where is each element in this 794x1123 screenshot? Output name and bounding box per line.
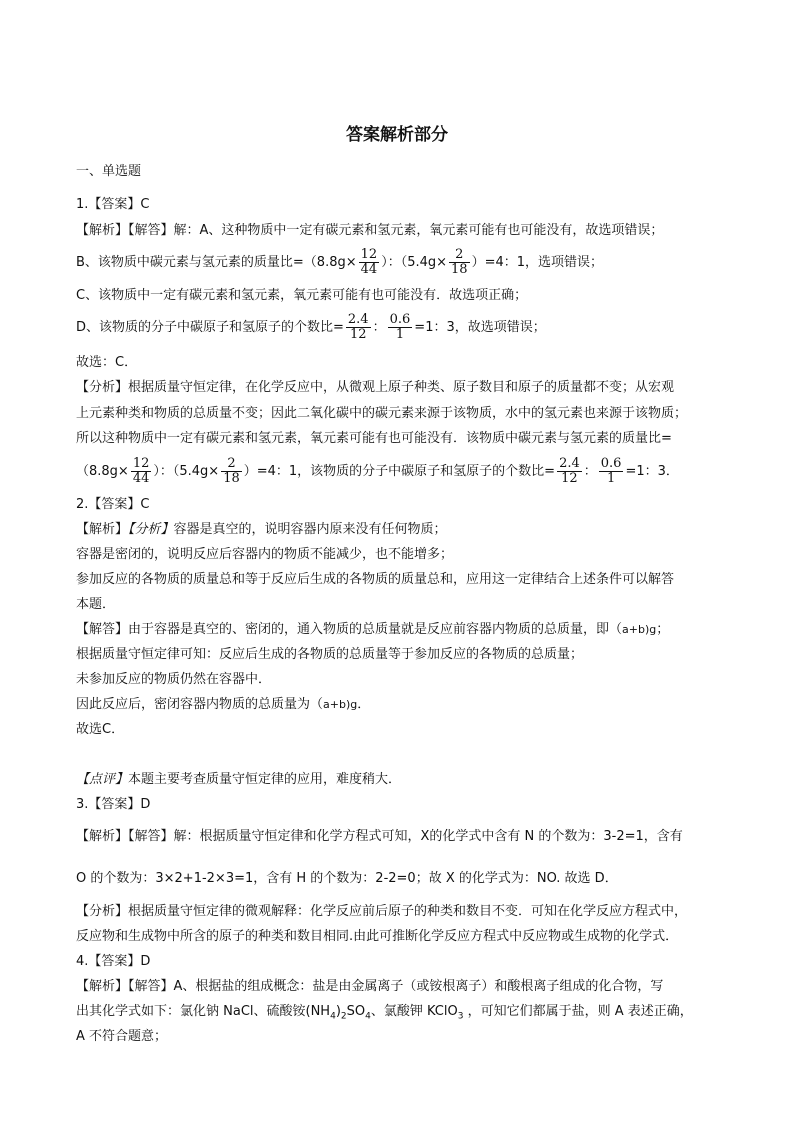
text: 、氯酸钾 KClO: [370, 1004, 458, 1019]
q3-line: O 的个数为：3×2+1-2×3=1，含有 H 的个数为：2-2=0；故 X 的化学式为：NO. 故选 D．: [76, 871, 618, 886]
q1-line-d: [76, 311, 546, 345]
text: D、该物质的分子中碳原子和氢原子的个数比=: [76, 320, 344, 335]
subscript: 4: [330, 1011, 336, 1022]
q2-line: 根据质量守恒定律可知：反应后生成的各物质的总质量等于参加反应的各物质的总质量；: [76, 647, 584, 662]
text: ): [335, 1004, 341, 1019]
text: ：: [372, 320, 386, 335]
q4-answer: 4.【答案】D: [76, 954, 151, 969]
q1-analysis-2: 上元素种类和物质的总质量不变；因此二氧化碳中的碳元素来源于该物质，水中的氢元素也来源于该物质；: [76, 406, 688, 421]
page-title: 答案解析部分: [346, 125, 448, 145]
fraction: [557, 457, 582, 486]
denominator: 1: [606, 471, 616, 486]
denominator: 44: [132, 471, 150, 486]
q2-line: [76, 521, 447, 539]
text: 容器是真空的，说明容器内原来没有任何物质；: [173, 522, 447, 537]
q1-analysis-3: 所以这种物质中一定有碳元素和氢元素，氧元素可能有也可能没有．该物质中碳元素与氢元素的质量比=: [76, 431, 672, 446]
q1-line-c: C、该物质中一定有碳元素和氢元素，氧元素可能有也可能没有．故选项正确；: [76, 288, 528, 303]
text: 【分析】: [128, 522, 174, 537]
q3-line: 【解析】【解答】解：根据质量守恒定律和化学方程式可知，X的化学式中含有 N 的个数为：3-2=1，含有: [76, 829, 683, 844]
q2-line: 未参加反应的物质仍然在容器中．: [76, 672, 272, 687]
text: ；: [656, 622, 670, 637]
q2-line: 本题．: [76, 597, 116, 612]
q1-line: 【解析】【解答】解：A、这种物质中一定有碳元素和氢元素，氧元素可能有也可能没有，故选项错误；: [76, 223, 664, 238]
text: ：: [583, 464, 597, 479]
q1-answer: 1.【答案】C: [76, 197, 150, 212]
numerator: 0.6: [600, 456, 622, 471]
text: a+b)g: [323, 698, 358, 711]
q4-line: A 不符合题意；: [76, 1029, 168, 1044]
q3-line: 【分析】根据质量守恒定律的微观解释：化学反应前后原子的种类和数目不变．可知在化学反应方程式中，: [76, 904, 688, 919]
q1-choice: 故选：C．: [76, 355, 138, 370]
text: 【解析】: [76, 522, 129, 537]
q1-analysis-1: 【分析】根据质量守恒定律，在化学反应中，从微观上原子种类、原子数目和原子的质量都不变；从宏观: [76, 380, 675, 395]
q2-line: 参加反应的各物质的质量总和等于反应后生成的各物质的质量总和，应用这一定律结合上述条件可以解答: [76, 572, 675, 587]
denominator: 18: [223, 471, 240, 486]
text: B、该物质中碳元素与氢元素的质量比=（8.8g×: [76, 255, 357, 270]
text: ）：（5.4g×: [153, 464, 220, 479]
fraction: [599, 457, 624, 486]
subscript: 4: [365, 1011, 371, 1022]
fraction: [221, 457, 242, 486]
denominator: 12: [561, 471, 578, 486]
text: ）=4：1，该物质的分子中碳原子和氢原子的个数比=: [243, 464, 556, 479]
numerator: 12: [132, 456, 150, 471]
text: ，可知它们都属于盐，则 A 表述正确，: [463, 1004, 693, 1019]
text: 本题主要考查质量守恒定律的应用，难度稍大．: [128, 772, 402, 787]
numerator: 2.4: [559, 456, 580, 471]
q1-analysis-4: [76, 455, 679, 489]
fraction: [346, 313, 371, 342]
text: a+b)g: [622, 623, 657, 636]
text: 【解答】由于容器是真空的、密闭的，通入物质的总质量就是反应前容器内物质的总质量，即（: [76, 622, 623, 637]
numerator: 2: [449, 248, 470, 263]
denominator: 12: [349, 327, 367, 342]
text: ）：（5.4g×: [381, 255, 448, 270]
q2-comment: [76, 771, 401, 789]
numerator: 12: [360, 247, 378, 262]
fraction: [359, 248, 380, 277]
text: =1：3，故选项错误；: [414, 320, 546, 335]
text: 因此反应后，密闭容器内物质的总质量为（: [76, 697, 324, 712]
q2-line: 容器是密闭的，说明反应后容器内的物质不能减少，也不能增多；: [76, 547, 454, 562]
q3-answer: 3.【答案】D: [76, 797, 151, 812]
q2-line: [76, 696, 370, 714]
subscript: 3: [457, 1011, 464, 1022]
numerator: 2: [221, 457, 242, 472]
numerator: 2.4: [347, 312, 369, 327]
denominator: 44: [360, 262, 378, 277]
q2-line: 故选C．: [76, 722, 125, 737]
q1-line-b: [76, 246, 603, 280]
q2-answer: 2.【答案】C: [76, 497, 150, 512]
q4-line: 【解析】【解答】A、根据盐的组成概念：盐是由金属离子（或铵根离子）和酸根离子组成的化合物，写: [76, 979, 664, 994]
fraction: [449, 248, 470, 277]
subscript: 2: [340, 1011, 347, 1022]
text: 【点评】: [76, 772, 129, 787]
fraction: [131, 457, 152, 486]
q3-line: 反应物和生成物中所含的原子的种类和数目相同.由此可推断化学反应方程式中反应物或生成物的化学式．: [76, 929, 679, 944]
text: ．: [357, 697, 371, 712]
text: =1：3．: [625, 464, 679, 479]
section-heading: 一、单选题: [76, 164, 142, 179]
numerator: 0.6: [389, 312, 411, 327]
text: ）=4：1，选项错误；: [471, 255, 603, 270]
denominator: 18: [451, 262, 468, 277]
q4-line: [76, 1003, 693, 1026]
fraction: [388, 313, 413, 342]
q2-line: [76, 621, 669, 639]
denominator: 1: [395, 327, 405, 342]
text: （8.8g×: [76, 464, 129, 479]
text: 出其化学式如下：氯化钠 NaCl、硫酸铵(NH: [76, 1004, 331, 1019]
text: SO: [346, 1004, 366, 1019]
